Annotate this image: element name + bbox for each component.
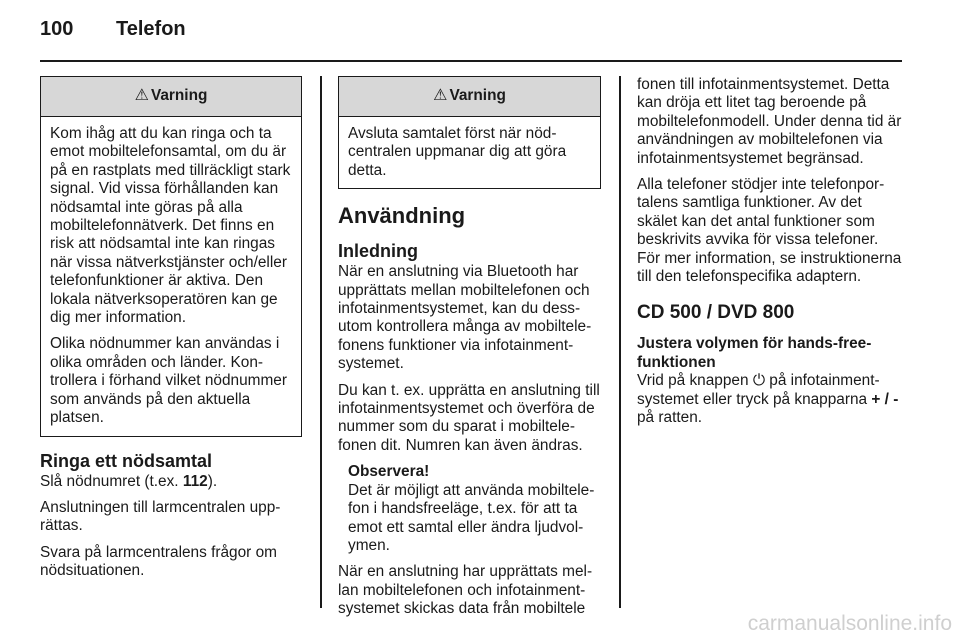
section-heading-usage: Användning: [338, 203, 466, 229]
watermark: carmanualsonline.info: [747, 612, 952, 635]
warning-triangle-icon: ⚠: [433, 87, 448, 105]
column-divider-2: [619, 76, 621, 608]
text-run: på ratten.: [637, 409, 703, 427]
paragraph: När en anslutning har upprättats mellan mobiltelefonen och infotainmentsystemet skickas data från mobiltele: [338, 563, 593, 618]
text-run: på infotainmentsystemet eller tryck på knapparna: [637, 372, 880, 408]
paragraph-dial-number: [40, 473, 302, 491]
column-1: [40, 76, 302, 589]
warning-body: [41, 117, 301, 436]
text-run: ).: [207, 472, 218, 490]
column-3: [637, 76, 903, 436]
warning-box-emergency: [40, 76, 302, 437]
paragraph: Alla telefoner stödjer inte telefonportalens samtliga funktioner. Av det skälet kan det antal funktioner som beskrivits avvika för vissa telefoner. För mer information, se instruktionerna till den telefonspecifika adaptern.: [637, 176, 902, 286]
warning-title: Varning: [150, 87, 208, 105]
warning-paragraph: Kom ihåg att du kan ringa och ta emot mobiltelefonsamtal, om du är på en rastplats med tillräckligt stark signal. Vid vissa förhållanden kan nödsamtal inte göras på alla mobiltelefonnätverk. Det finns en risk att nödsamtal inte kan ringas när vissa nätverkstjänster och/eller telefonfunktioner är aktiva. Den lokala nätverksoperatören kan ge dig mer information.: [50, 125, 291, 327]
warning-title: Varning: [449, 87, 506, 105]
text-run: Slå nödnumret (t.ex.: [40, 472, 183, 490]
column-2: [338, 76, 601, 627]
paragraph: Du kan t. ex. upprätta en anslutning till infotainmentsystemet och överföra de nummer som du sparat i mobiltelefonen dit. Numren kan även ändras.: [338, 381, 600, 454]
chapter-title: Telefon: [116, 18, 186, 40]
header-rule: [40, 60, 902, 62]
warning-box-end-call: [338, 76, 601, 189]
warning-paragraph: Olika nödnummer kan användas i olika områden och länder. Kontrollera i förhand vilket nödnummer som används på den aktuella platsen.: [50, 335, 287, 427]
paragraph-volume: [637, 372, 903, 427]
emergency-number: 112: [182, 472, 208, 490]
note-text: Det är möjligt att använda mobiltelefon i handsfreeläge, t.ex. för att ta emot ett samtal eller ändra ljudvolymen.: [348, 481, 595, 554]
paragraph: Svara på larmcentralens frågor om nödsituationen.: [40, 543, 277, 580]
volume-knob-icon: ⏻: [752, 372, 765, 390]
page-number: 100: [40, 18, 74, 40]
heading-handsfree-volume: Justera volymen för hands-freefunktionen: [637, 335, 872, 371]
paragraph: När en anslutning via Bluetooth har upprättats mellan mobiltelefonen och infotainmentsystemet, kan du dessutom kontrollera många av mobiltelefonens funktioner via infotainmentsystemet.: [338, 263, 592, 373]
paragraph: fonen till infotainmentsystemet. Detta kan dröja ett litet tag beroende på mobiltelefonmodell. Under denna tid är användningen av mobiltelefonen via infotainmentsystemet begränsad.: [637, 76, 902, 167]
paragraph: Anslutningen till larmcentralen upprättas.: [40, 498, 281, 535]
heading-emergency-call: Ringa ett nödsamtal: [40, 450, 213, 471]
plus-minus-keys: + / -: [871, 390, 899, 408]
column-divider-1: [320, 76, 322, 608]
warning-paragraph: Avsluta samtalet först när nödcentralen uppmanar dig att göra detta.: [348, 125, 567, 179]
warning-header: [339, 77, 600, 117]
note-title: Observera!: [348, 463, 430, 481]
warning-triangle-icon: ⚠: [134, 87, 149, 105]
note-block: [338, 463, 601, 555]
warning-header: [41, 77, 301, 117]
warning-body: [339, 117, 600, 188]
heading-introduction: Inledning: [338, 241, 418, 262]
text-run: Vrid på knappen: [637, 372, 753, 390]
section-heading-cd500: CD 500 / DVD 800: [637, 302, 795, 324]
